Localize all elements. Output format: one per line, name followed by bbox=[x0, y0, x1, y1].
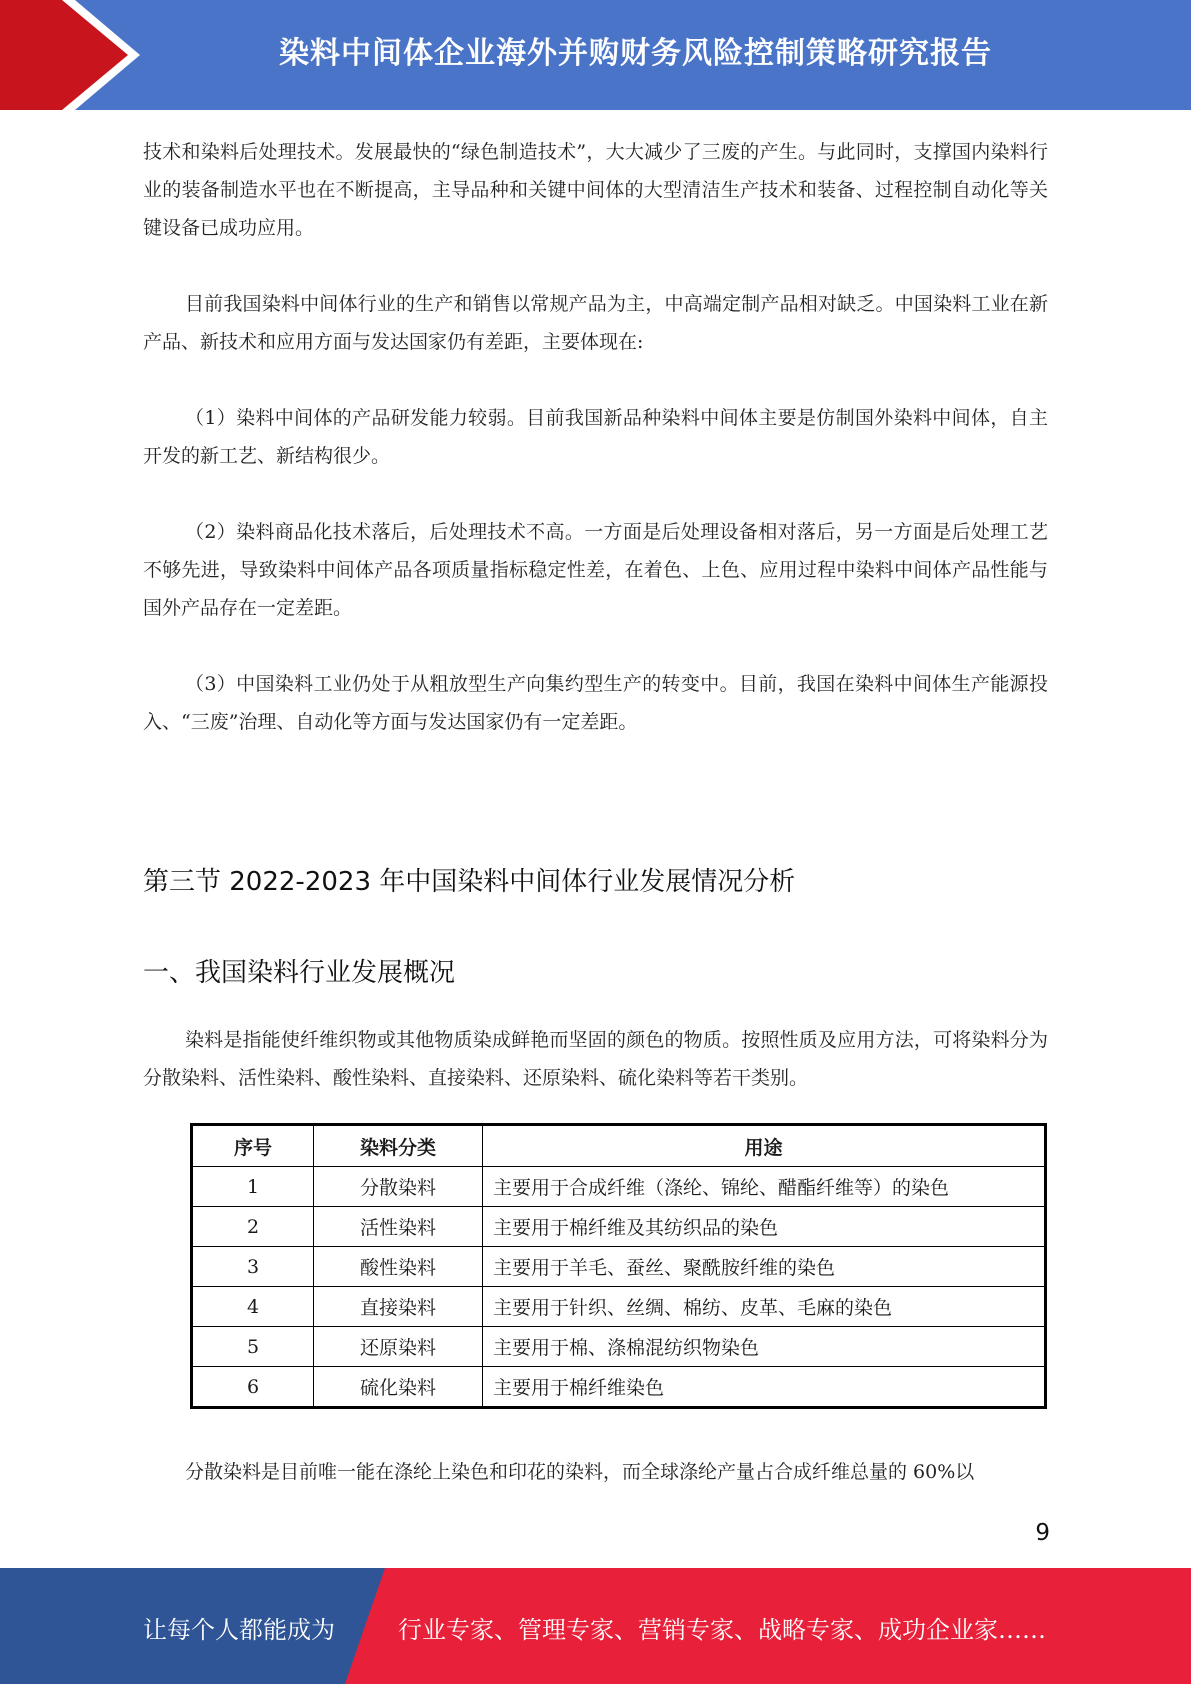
table-cell-usage: 主要用于羊毛、蚕丝、聚酰胺纤维的染色 bbox=[483, 1247, 1046, 1287]
table-header-category: 染料分类 bbox=[314, 1125, 483, 1167]
closing-paragraph: 分散染料是目前唯一能在涤纶上染色和印花的染料，而全球涤纶产量占合成纤维总量的 60%以 bbox=[185, 1461, 975, 1483]
table-cell-category: 分散染料 bbox=[314, 1167, 483, 1207]
table-cell-index: 5 bbox=[192, 1327, 314, 1367]
subsection-title: 一、我国染料行业发展概况 bbox=[143, 958, 456, 988]
table-cell-usage: 主要用于棉纤维及其纺织品的染色 bbox=[483, 1207, 1046, 1247]
paragraph-5: （3）中国染料工业仍处于从粗放型生产向集约型生产的转变中。目前，我国在染料中间体生产能源投入、“三废”治理、自动化等方面与发达国家仍有一定差距。 bbox=[143, 673, 1048, 733]
table-cell-usage: 主要用于棉、涤棉混纺织物染色 bbox=[483, 1327, 1046, 1367]
table-row bbox=[192, 1327, 1046, 1367]
table-row bbox=[192, 1167, 1046, 1207]
table-cell-index: 4 bbox=[192, 1287, 314, 1327]
table-cell-index: 3 bbox=[192, 1247, 314, 1287]
table-cell-category: 活性染料 bbox=[314, 1207, 483, 1247]
paragraph-2: 目前我国染料中间体行业的生产和销售以常规产品为主，中高端定制产品相对缺乏。中国染料工业在新产品、新技术和应用方面与发达国家仍有差距，主要体现在: bbox=[143, 293, 1048, 353]
table-cell-index: 2 bbox=[192, 1207, 314, 1247]
table-cell-category: 硫化染料 bbox=[314, 1367, 483, 1408]
table-header-row bbox=[192, 1125, 1046, 1167]
intro-paragraph: 染料是指能使纤维织物或其他物质染成鲜艳而坚固的颜色的物质。按照性质及应用方法，可将染料分为分散染料、活性染料、酸性染料、直接染料、还原染料、硫化染料等若干类别。 bbox=[143, 1029, 1048, 1089]
paragraph-1: 技术和染料后处理技术。发展最快的“绿色制造技术”，大大减少了三废的产生。与此同时，支撑国内染料行业的装备制造水平也在不断提高，主导品种和关键中间体的大型清洁生产技术和装备、过程控制自动化等关键设备已成功应用。 bbox=[143, 141, 1048, 239]
paragraph-3: （1）染料中间体的产品研发能力较弱。目前我国新品种染料中间体主要是仿制国外染料中间体，自主开发的新工艺、新结构很少。 bbox=[143, 407, 1048, 467]
table-cell-index: 1 bbox=[192, 1167, 314, 1207]
table-header-usage: 用途 bbox=[483, 1125, 1046, 1167]
page-header bbox=[0, 0, 1191, 110]
table-header-index: 序号 bbox=[192, 1125, 314, 1167]
table-cell-usage: 主要用于合成纤维（涤纶、锦纶、醋酯纤维等）的染色 bbox=[483, 1167, 1046, 1207]
table-cell-category: 直接染料 bbox=[314, 1287, 483, 1327]
header-title: 染料中间体企业海外并购财务风险控制策略研究报告 bbox=[279, 36, 992, 71]
table-cell-category: 酸性染料 bbox=[314, 1247, 483, 1287]
table-row bbox=[192, 1207, 1046, 1247]
dye-classification-table bbox=[190, 1123, 1047, 1409]
page-number: 9 bbox=[1035, 1520, 1050, 1546]
table-row bbox=[192, 1287, 1046, 1327]
page-footer bbox=[0, 1568, 1191, 1684]
table-cell-category: 还原染料 bbox=[314, 1327, 483, 1367]
table-cell-usage: 主要用于棉纤维染色 bbox=[483, 1367, 1046, 1408]
paragraph-4: （2）染料商品化技术落后，后处理技术不高。一方面是后处理设备相对落后，另一方面是后处理工艺不够先进，导致染料中间体产品各项质量指标稳定性差，在着色、上色、应用过程中染料中间体产品性能与国外产品存在一定差距。 bbox=[143, 521, 1048, 619]
section-title: 第三节 2022-2023 年中国染料中间体行业发展情况分析 bbox=[143, 867, 796, 897]
table-row bbox=[192, 1247, 1046, 1287]
footer-slogan-left: 让每个人都能成为 bbox=[143, 1616, 335, 1644]
table-cell-usage: 主要用于针织、丝绸、棉纺、皮革、毛麻的染色 bbox=[483, 1287, 1046, 1327]
table-row bbox=[192, 1367, 1046, 1408]
footer-slogan-right: 行业专家、管理专家、营销专家、战略专家、成功企业家…… bbox=[398, 1616, 1046, 1644]
table-cell-index: 6 bbox=[192, 1367, 314, 1408]
